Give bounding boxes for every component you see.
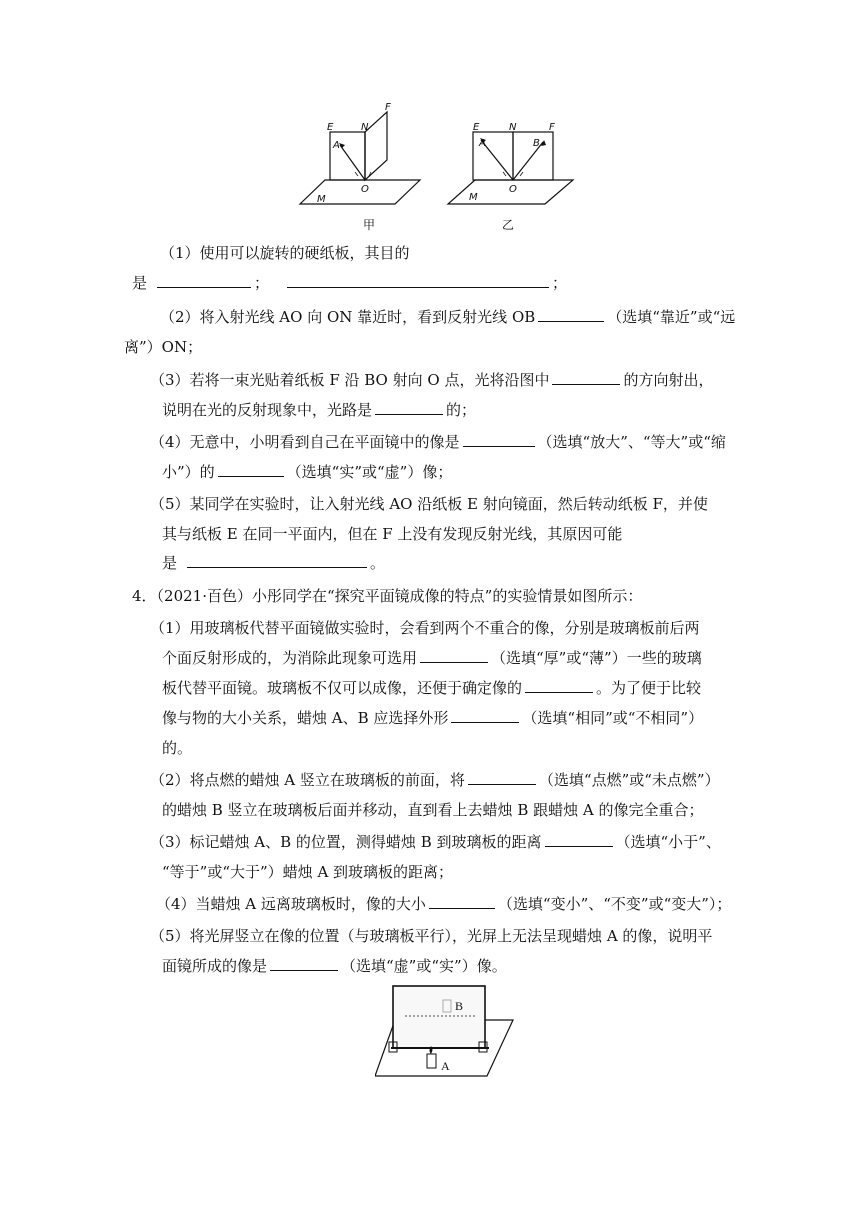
q3-part5-line2: 其与纸板 E 在同一平面内，但在 F 上没有发现反射光线，其原因可能 [162, 525, 623, 543]
label-b: B [455, 999, 464, 1013]
label-b: B [533, 138, 540, 149]
figure-yi [445, 100, 585, 210]
q4-part3-line2: “等于”或“大于”）蜡烛 A 到玻璃板的距离； [162, 863, 454, 881]
caption-yi: 乙 [502, 218, 515, 232]
label-f: F [549, 122, 555, 133]
label-o: O [509, 184, 517, 195]
q4-part3-line1: （3）标记蜡烛 A、B 的位置，测得蜡烛 B 到玻璃板的距离 （选填“小于”、 [150, 833, 721, 851]
q4-part2-line1: （2）将点燃的蜡烛 A 竖立在玻璃板的前面，将 （选填“点燃”或“未点燃”） [150, 771, 720, 789]
q4-part4: （4）当蜡烛 A 远离玻璃板时，像的大小 （选填“变小”、“不变”或“变大”）； [156, 895, 732, 913]
label-n: N [509, 122, 517, 133]
label-a: A [333, 140, 340, 151]
q3-part3-line1: （3）若将一束光贴着纸板 F 沿 BO 射向 O 点，光将沿图中 的方向射出， [150, 371, 714, 389]
label-f: F [385, 102, 391, 113]
q3-part1-line1: （1）使用可以旋转的硬纸板，其目的 [160, 244, 410, 262]
figure-mirror-experiment [375, 982, 525, 1082]
q4-part1-line5: 的。 [162, 739, 193, 757]
label-o: O [361, 184, 369, 195]
label-e: E [327, 122, 334, 133]
q4-heading: 4．（2021·百色）小彤同学在“探究平面镜成像的特点”的实验情景如图所示： [132, 587, 643, 605]
q3-part2-line1: （2）将入射光线 AO 向 ON 靠近时，看到反射光线 OB （选填“靠近”或“远 [160, 308, 736, 326]
q3-part5-line3: 是 。 [162, 554, 386, 572]
caption-jia: 甲 [363, 218, 376, 232]
label-m: M [317, 194, 326, 205]
q4-part2-line2: 的蜡烛 B 竖立在玻璃板后面并移动，直到看上去蜡烛 B 跟蜡烛 A 的像完全重合； [162, 801, 704, 819]
q3-part1-line2: 是 ； ； [132, 274, 568, 292]
q4-part1-line4: 像与物的大小关系，蜡烛 A、B 应选择外形 （选填“相同”或“不相同”） [162, 709, 704, 727]
q3-part5-line1: （5）某同学在实验时，让入射光线 AO 沿纸板 E 射向镜面，然后转动纸板 F，并使 [150, 495, 708, 513]
q4-part1-line3: 板代替平面镜。玻璃板不仅可以成像，还便于确定像的 。为了便于比较 [162, 679, 702, 697]
q3-part3-line2: 说明在光的反射现象中，光路是 的； [162, 401, 477, 419]
q4-part5-line2: 面镜所成的像是 （选填“虚”或“实”）像。 [162, 957, 507, 975]
label-m: M [469, 192, 478, 203]
q3-part2-line2: 离”）ON； [124, 338, 203, 356]
label-e: E [473, 122, 480, 133]
label-n: N [361, 122, 369, 133]
label-a: A [441, 1059, 450, 1073]
label-a: A [479, 138, 486, 149]
q4-part5-line1: （5）将光屏竖立在像的位置（与玻璃板平行），光屏上无法呈现蜡烛 A 的像，说明平 [150, 927, 713, 945]
q3-part4-line2: 小”）的 （选填“实”或“虚”）像； [162, 463, 453, 481]
q3-part4-line1: （4）无意中，小明看到自己在平面镜中的像是 （选填“放大”、“等大”或“缩 [150, 433, 726, 451]
q4-part1-line2: 个面反射形成的，为消除此现象可选用 （选填“厚”或“薄”）一些的玻璃 [162, 649, 702, 667]
figure-jia [295, 100, 440, 210]
q4-part1-line1: （1）用玻璃板代替平面镜做实验时，会看到两个不重合的像，分别是玻璃板前后两 [150, 619, 700, 637]
